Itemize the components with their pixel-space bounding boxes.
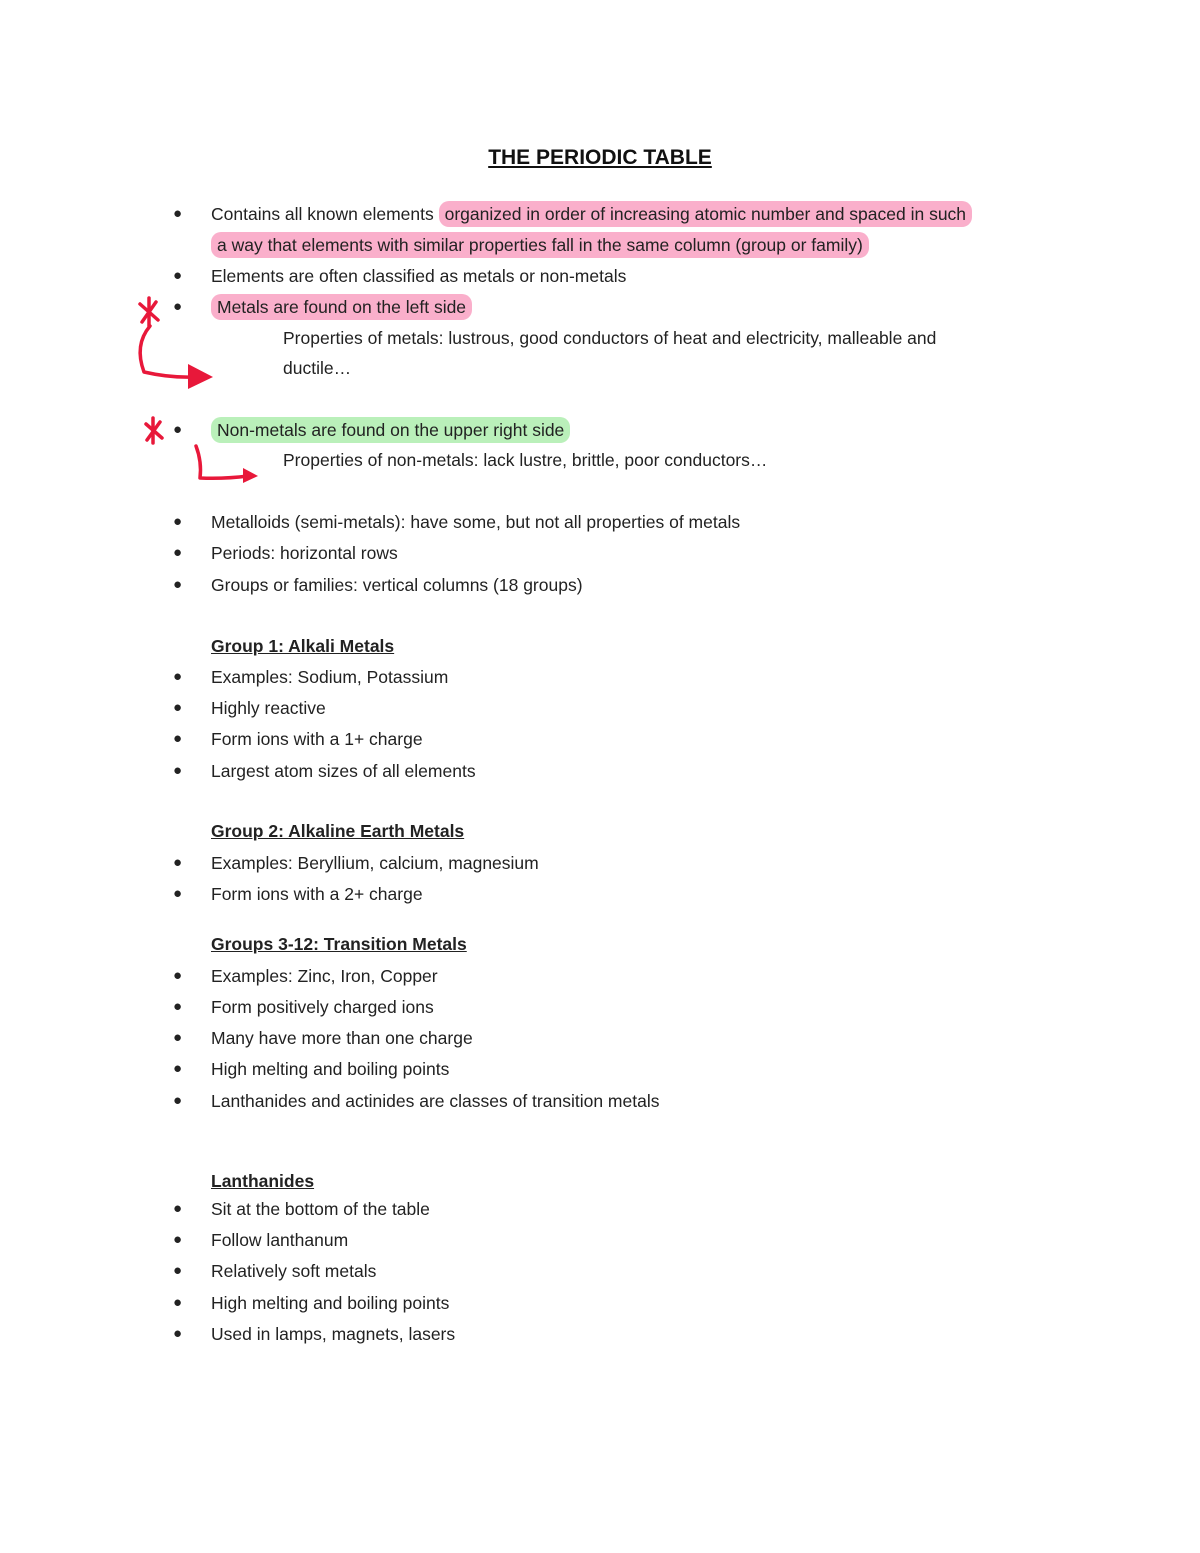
highlighted-text: Non-metals are found on the upper right side <box>211 417 570 443</box>
section-heading: Lanthanides <box>211 1171 315 1191</box>
bullet: ● <box>173 885 183 902</box>
arrow-icon <box>196 446 248 478</box>
sub-text: ductile… <box>283 358 352 378</box>
bullet: ● <box>173 513 183 530</box>
list-item: Sit at the bottom of the table <box>211 1199 430 1219</box>
bullet: ● <box>173 1294 183 1311</box>
bullet: ● <box>173 576 183 593</box>
highlighted-text: a way that elements with similar properties fall in the same column (group or family) <box>211 232 869 258</box>
list-item: Form ions with a 1+ charge <box>211 729 423 749</box>
bullet: ● <box>173 1060 183 1077</box>
bullet: ● <box>173 967 183 984</box>
bullet: ● <box>173 699 183 716</box>
asterisk-icon <box>146 418 162 443</box>
bullet: ● <box>173 762 183 779</box>
list-item <box>211 296 472 318</box>
sub-text: Properties of non-metals: lack lustre, brittle, poor conductors… <box>283 450 768 470</box>
list-item: Examples: Beryllium, calcium, magnesium <box>211 853 539 873</box>
bullet: ● <box>173 298 183 315</box>
bullet: ● <box>173 1325 183 1342</box>
list-item: Follow lanthanum <box>211 1230 349 1250</box>
list-item: Highly reactive <box>211 698 326 718</box>
asterisk-icon <box>140 298 158 326</box>
list-item <box>211 419 570 441</box>
arrowhead-icon <box>243 468 258 483</box>
bullet: ● <box>173 1200 183 1217</box>
bullet: ● <box>173 1262 183 1279</box>
list-item: Used in lamps, magnets, lasers <box>211 1324 456 1344</box>
list-item: Lanthanides and actinides are classes of transition metals <box>211 1091 660 1111</box>
bullet: ● <box>173 205 183 222</box>
highlighted-text: Metals are found on the left side <box>211 294 472 320</box>
list-item: Groups or families: vertical columns (18 groups) <box>211 575 583 595</box>
section-heading: Groups 3-12: Transition Metals <box>211 934 467 954</box>
arrowhead-icon <box>188 364 213 389</box>
list-item: Examples: Sodium, Potassium <box>211 667 449 687</box>
list-item: Form ions with a 2+ charge <box>211 884 423 904</box>
bullet: ● <box>173 1092 183 1109</box>
list-item: Largest atom sizes of all elements <box>211 761 476 781</box>
arrow-icon <box>140 326 195 377</box>
list-item: Form positively charged ions <box>211 997 434 1017</box>
list-item: Relatively soft metals <box>211 1261 377 1281</box>
list-item: Examples: Zinc, Iron, Copper <box>211 966 438 986</box>
list-item: Contains all known elements organized in order of increasing atomic number and spaced in such <box>211 203 972 225</box>
bullet: ● <box>173 421 183 438</box>
list-item: Elements are often classified as metals or non-metals <box>211 266 627 286</box>
page-title: THE PERIODIC TABLE <box>488 146 712 169</box>
section-heading: Group 2: Alkaline Earth Metals <box>211 821 465 841</box>
bullet: ● <box>173 1231 183 1248</box>
section-heading: Group 1: Alkali Metals <box>211 636 395 656</box>
bullet: ● <box>173 1029 183 1046</box>
bullet: ● <box>173 267 183 284</box>
bullet: ● <box>173 544 183 561</box>
highlighted-text: organized in order of increasing atomic number and spaced in such <box>439 201 972 227</box>
sub-text: Properties of metals: lustrous, good conductors of heat and electricity, malleable and <box>283 328 937 348</box>
list-item: High melting and boiling points <box>211 1293 450 1313</box>
bullet: ● <box>173 668 183 685</box>
list-item: High melting and boiling points <box>211 1059 450 1079</box>
list-item: Metalloids (semi-metals): have some, but not all properties of metals <box>211 512 741 532</box>
bullet: ● <box>173 730 183 747</box>
bullet: ● <box>173 854 183 871</box>
list-item-continuation <box>211 234 869 256</box>
list-item: Many have more than one charge <box>211 1028 473 1048</box>
list-item: Periods: horizontal rows <box>211 543 398 563</box>
bullet: ● <box>173 998 183 1015</box>
